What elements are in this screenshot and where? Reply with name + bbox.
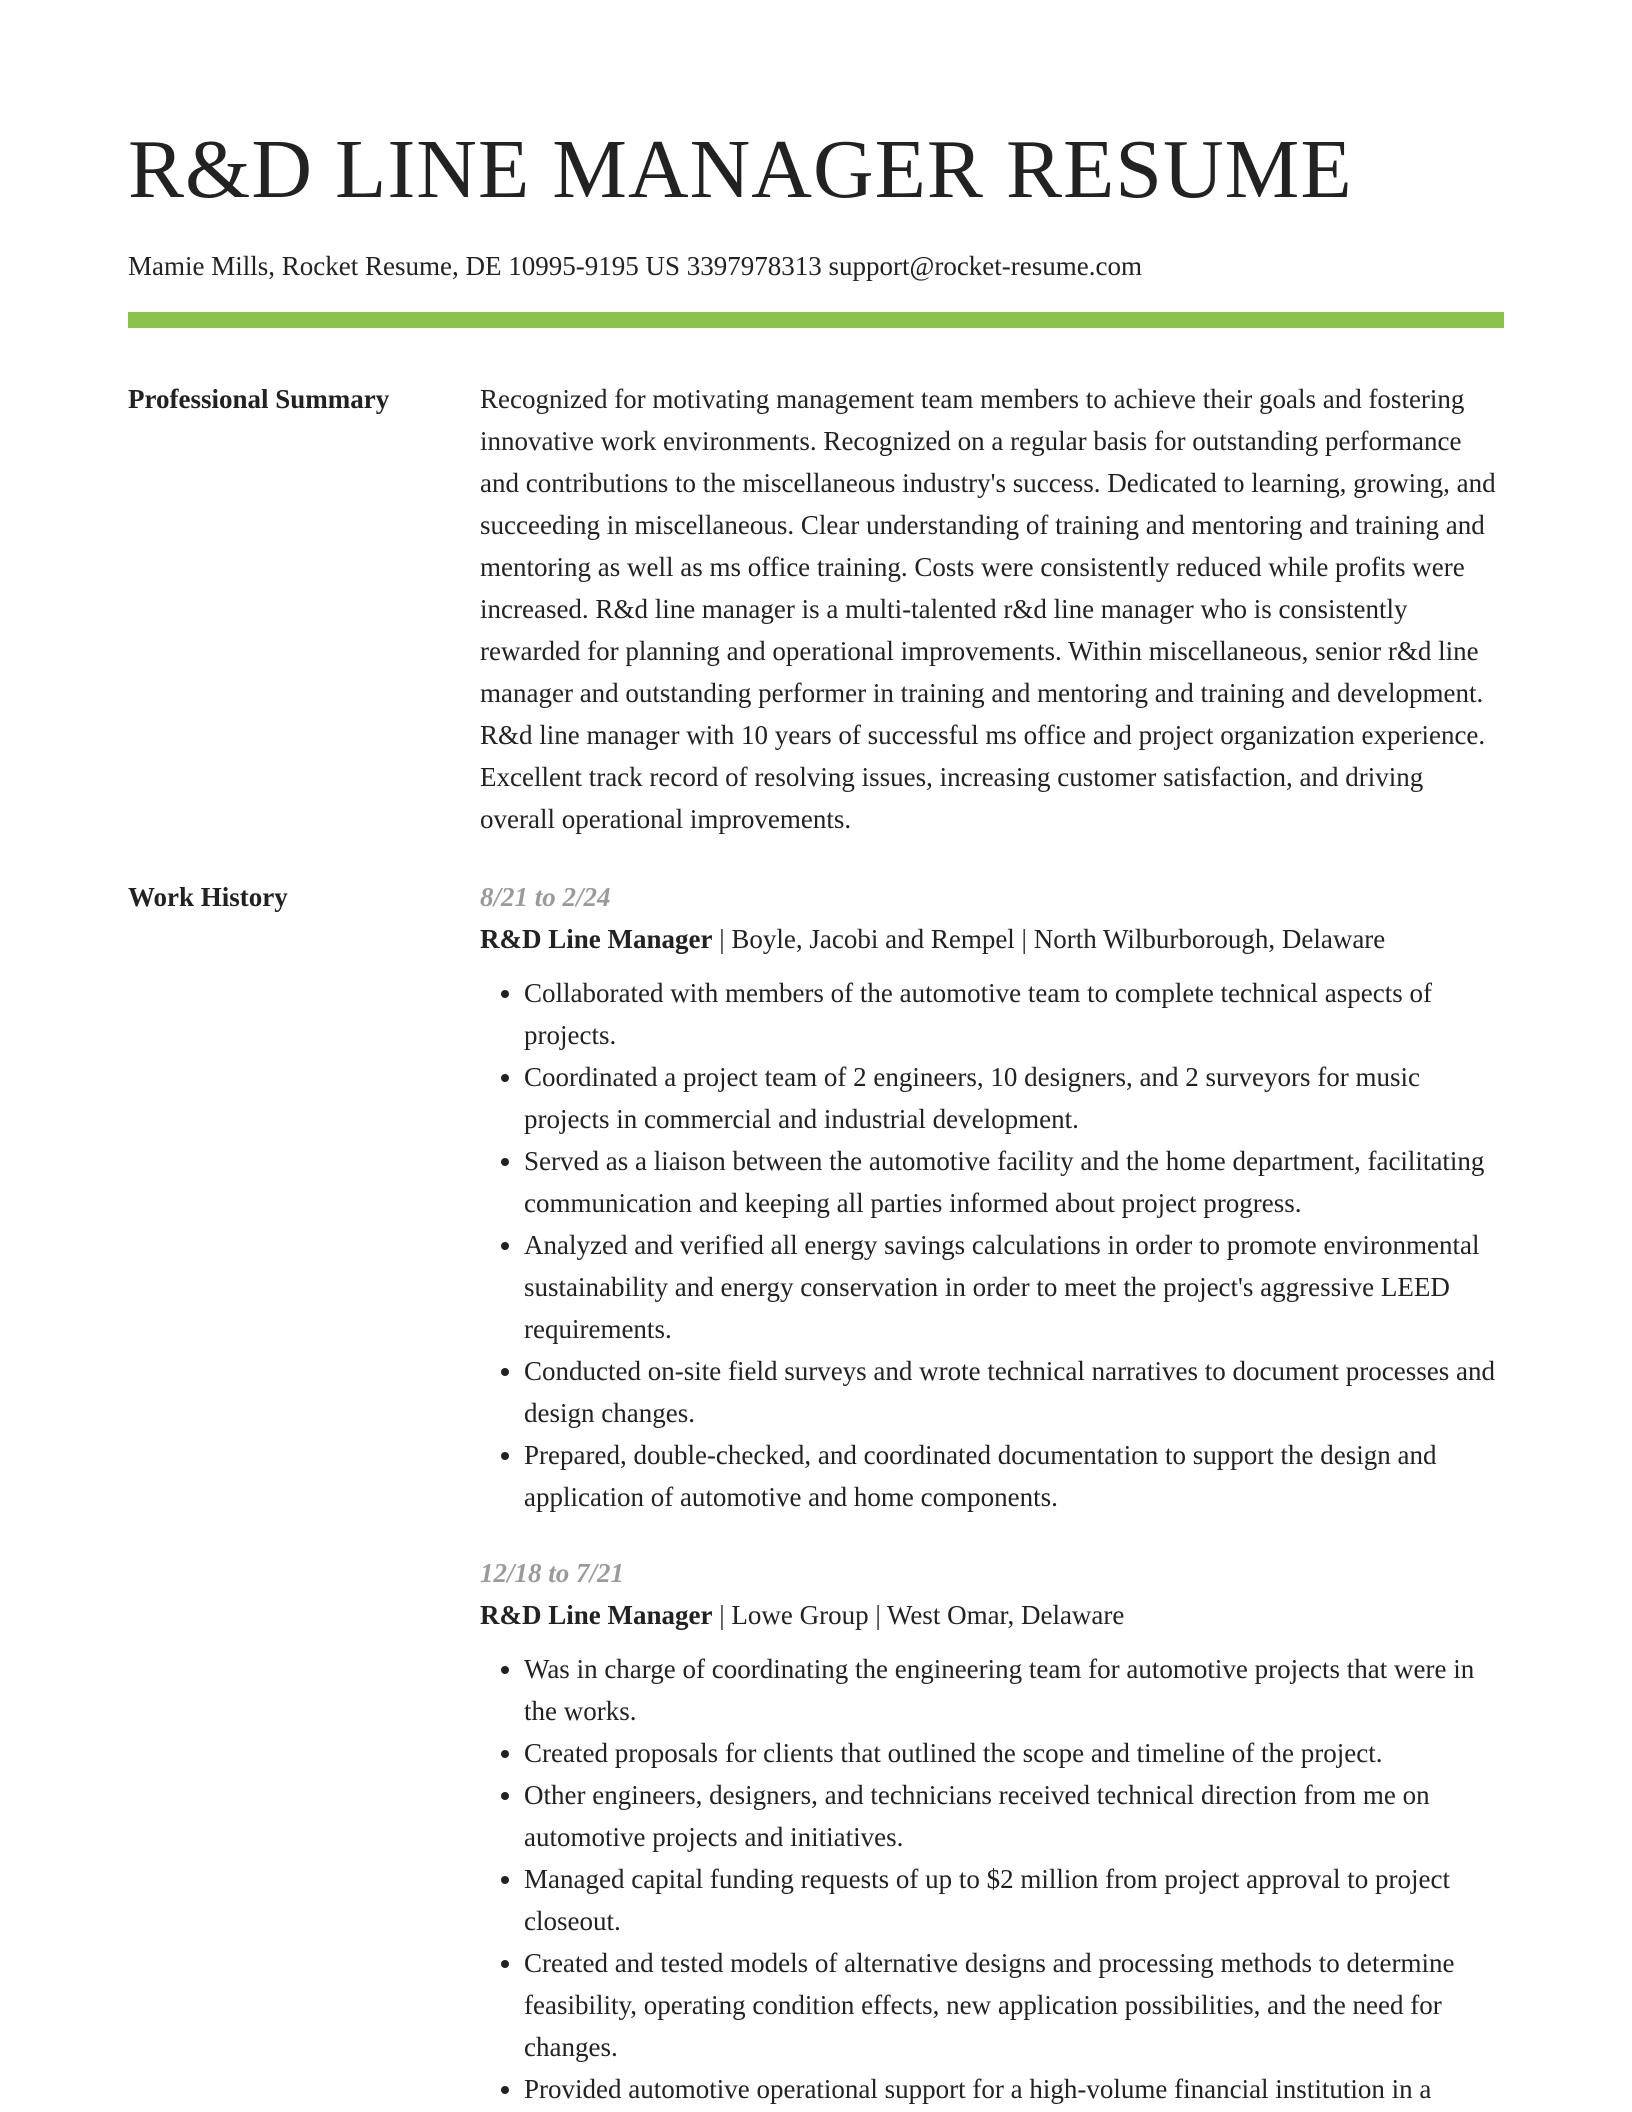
job-details: | Lowe Group | West Omar, Delaware bbox=[712, 1600, 1125, 1630]
professional-summary-section bbox=[128, 378, 1504, 840]
job-bullet: • Prepared, double-checked, and coordinated documentation to support the design and application of automotive and home components. bbox=[524, 1434, 1504, 1518]
contact-phone: 3397978313 bbox=[686, 251, 822, 281]
section-label-professional-summary: Professional Summary bbox=[128, 384, 390, 414]
job-dates: 8/21 to 2/24 bbox=[480, 882, 611, 912]
job-bullet-list bbox=[480, 972, 1504, 1518]
contact-company: Rocket Resume, bbox=[281, 251, 459, 281]
job-bullet: • Collaborated with members of the automotive team to complete technical aspects of projects. bbox=[524, 972, 1504, 1056]
accent-divider bbox=[128, 312, 1504, 328]
job-dates: 12/18 to 7/21 bbox=[480, 1558, 625, 1588]
job-title: R&D Line Manager bbox=[480, 1600, 713, 1630]
job-bullet: • Was in charge of coordinating the engineering team for automotive projects that were in the works. bbox=[524, 1648, 1504, 1732]
job-bullet: • Analyzed and verified all energy savings calculations in order to promote environmental sustainability and energy conservation in order to meet the project's aggressive LEED requirements. bbox=[524, 1224, 1504, 1350]
job-entry bbox=[480, 876, 1504, 1518]
job-title: R&D Line Manager bbox=[480, 924, 713, 954]
job-bullet: • Served as a liaison between the automotive facility and the home department, facilitating communication and keeping all parties informed about project progress. bbox=[524, 1140, 1504, 1224]
resume-page bbox=[128, 0, 1504, 2110]
resume-title: R&D LINE MANAGER RESUME bbox=[128, 123, 1353, 216]
contact-name: Mamie Mills, bbox=[128, 251, 275, 281]
summary-text: Recognized for motivating management team members to achieve their goals and fostering innovative work environments. Recognized on a regular basis for outstanding performance and contributions to the miscellaneous industry's success. Dedicated to learning, growing, and succeeding in miscellaneous. Clear understanding of training and mentoring and training and mentoring as well as ms office training. Costs were consistently reduced while profits were increased. R&d line manager is a multi-talented r&d line manager who is consistently rewarded for planning and operational improvements. Within miscellaneous, senior r&d line manager and outstanding performer in training and mentoring and training and development. R&d line manager with 10 years of successful ms office and project organization experience. Excellent track record of resolving issues, increasing customer satisfaction, and driving overall operational improvements. bbox=[480, 384, 1496, 834]
contact-location: DE 10995-9195 US bbox=[465, 251, 680, 281]
summary-body bbox=[480, 378, 1504, 840]
job-bullet: • Other engineers, designers, and technicians received technical direction from me on automotive projects and initiatives. bbox=[524, 1774, 1504, 1858]
work-history-body bbox=[480, 876, 1504, 2110]
job-bullet: • Created proposals for clients that outlined the scope and timeline of the project. bbox=[524, 1732, 1504, 1774]
job-bullet: • Managed capital funding requests of up to $2 million from project approval to project closeout. bbox=[524, 1858, 1504, 1942]
contact-email: support@rocket-resume.com bbox=[828, 251, 1142, 281]
job-bullet-list bbox=[480, 1648, 1504, 2110]
job-bullet: • Provided automotive operational support for a high-volume financial institution in a bbox=[524, 2068, 1504, 2110]
job-details: | Boyle, Jacobi and Rempel | North Wilburborough, Delaware bbox=[712, 924, 1386, 954]
contact-line bbox=[128, 248, 1504, 284]
job-heading bbox=[480, 1594, 1504, 1636]
job-heading bbox=[480, 918, 1504, 960]
job-entry bbox=[480, 1552, 1504, 2110]
job-bullet: • Conducted on-site field surveys and wrote technical narratives to document processes and design changes. bbox=[524, 1350, 1504, 1434]
section-label-work-history: Work History bbox=[128, 882, 288, 912]
job-bullet: • Coordinated a project team of 2 engineers, 10 designers, and 2 surveyors for music projects in commercial and industrial development. bbox=[524, 1056, 1504, 1140]
job-bullet: • Created and tested models of alternative designs and processing methods to determine feasibility, operating condition effects, new application possibilities, and the need for changes. bbox=[524, 1942, 1504, 2068]
work-history-section bbox=[128, 876, 1504, 2110]
